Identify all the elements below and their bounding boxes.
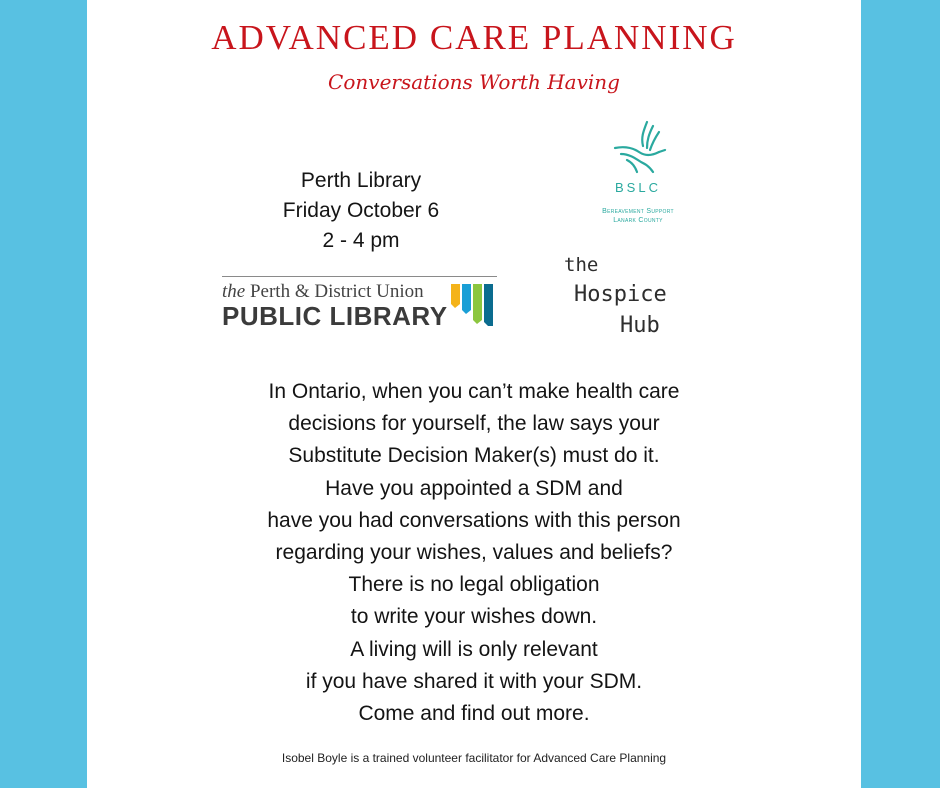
body-line: if you have shared it with your SDM. [305,669,643,693]
body-line: Have you appointed a SDM and [325,476,623,500]
body-line: regarding your wishes, values and beliefs? [275,541,673,565]
body-line: have you had conversations with this person [267,508,681,532]
body-line: to write your wishes down. [350,605,598,629]
poster-card [87,0,861,788]
bslc-logo [583,118,693,242]
library-logo [222,276,497,330]
library-logo-the: the [222,281,246,302]
library-logo-line1 [222,281,424,303]
bslc-name-line2: Lanark County [613,217,663,224]
library-logo-line2: PUBLIC LIBRARY [222,301,448,331]
body-line: decisions for yourself, the law says your [288,412,660,436]
facilitator-note: Isobel Boyle is a trained volunteer facilitator for Advanced Care Planning [281,751,667,765]
dove-icon [607,118,669,180]
hospice-hub-the: the [564,254,599,276]
event-date: Friday October 6 [282,199,440,222]
bslc-letters: BSLC [615,180,661,195]
body-line: In Ontario, when you can’t make health care [268,380,680,403]
bslc-name [583,207,693,225]
event-details [237,166,485,256]
hospice-hub-logo [562,250,722,345]
poster-subtitle: Conversations Worth Having [328,70,620,94]
library-logo-rule [222,276,497,277]
library-bars-icon [449,280,497,328]
body-text [87,376,861,730]
body-line: Come and find out more. [358,702,590,726]
body-line: There is no legal obligation [348,573,600,597]
hospice-hub-line2: Hub [620,313,660,338]
body-line: Substitute Decision Maker(s) must do it. [288,444,660,468]
hospice-hub-line1: Hospice [574,282,667,307]
event-location: Perth Library [300,169,422,192]
event-time: 2 - 4 pm [322,229,400,252]
poster-title: ADVANCED CARE PLANNING [211,18,737,57]
body-line: A living will is only relevant [350,637,598,661]
bslc-name-line1: Bereavement Support [602,208,674,215]
library-logo-name: Perth & District Union [249,281,424,302]
